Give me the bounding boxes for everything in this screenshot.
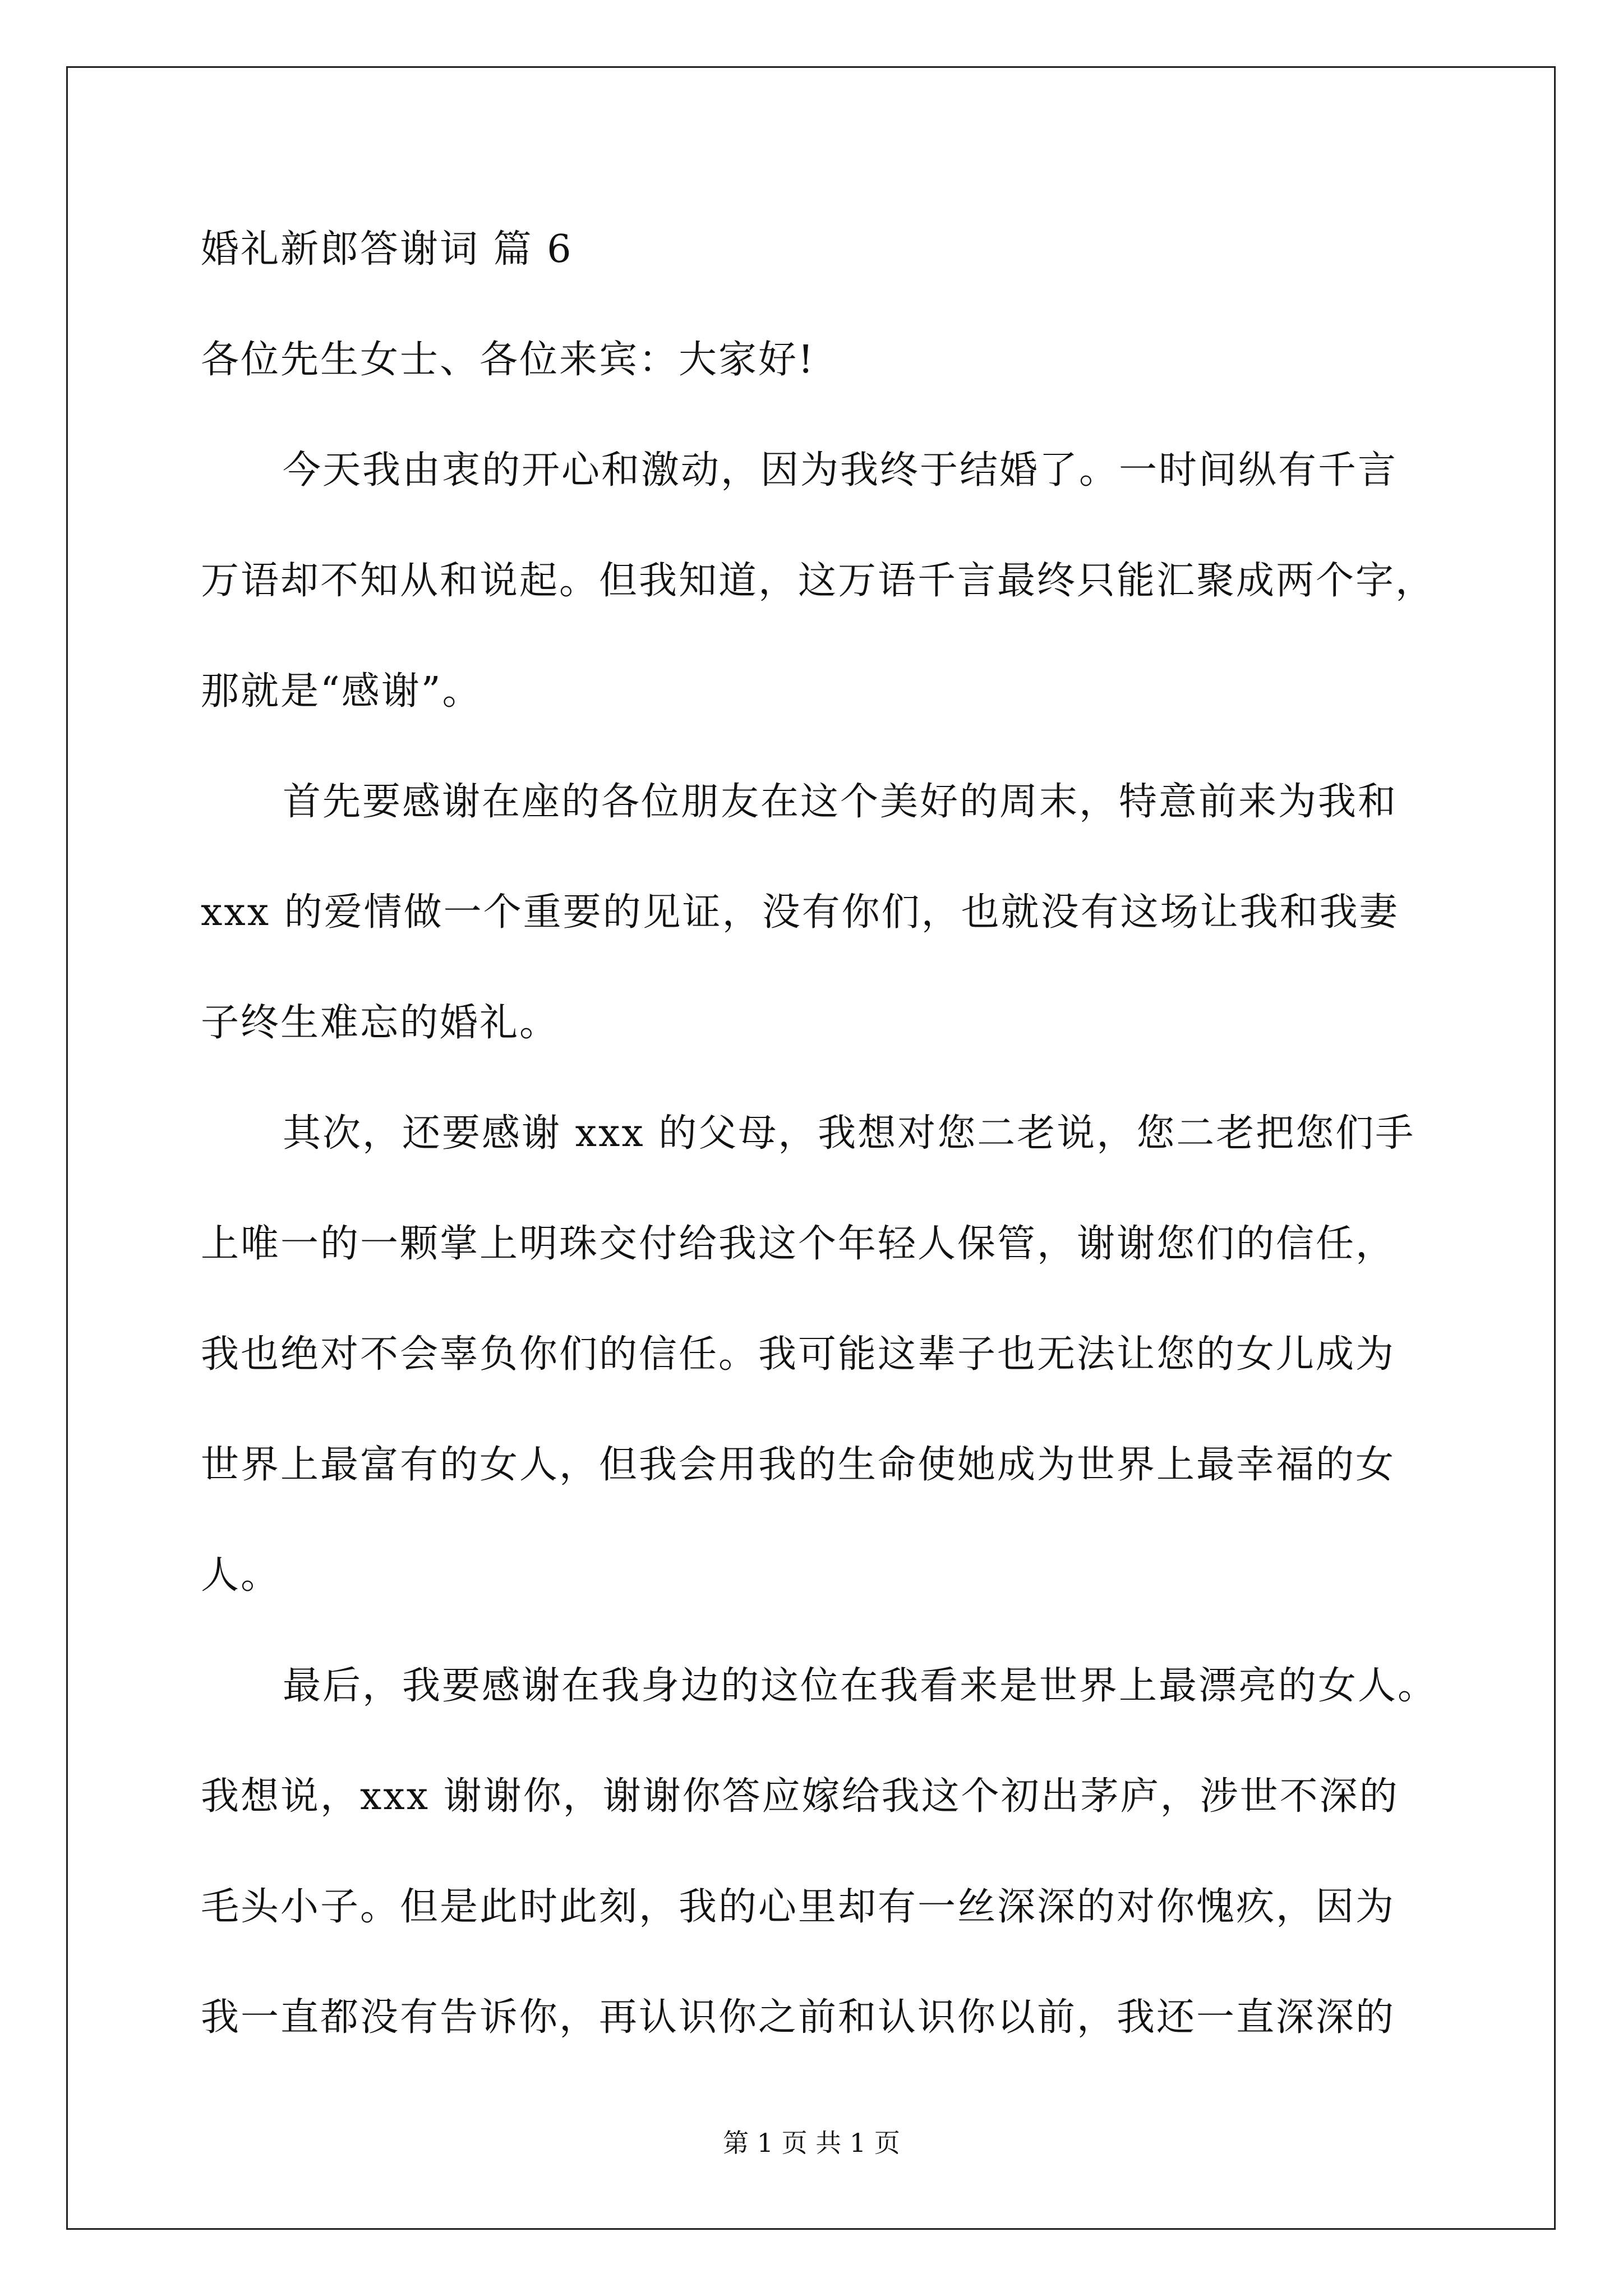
paragraph-1 — [201, 443, 1436, 720]
paragraph-2 — [201, 774, 1429, 1051]
paragraph-line: 人。 — [201, 1553, 281, 1598]
paragraph-line: 世界上最富有的女人，但我会用我的生命使她成为世界上最幸福的女 — [201, 1443, 1396, 1487]
paragraph-line: xxx 的爱情做一个重要的见证，没有你们，也就没有这场让我和我妻 — [201, 890, 1399, 935]
paragraph-line: 其次，还要感谢 xxx 的父母，我想对您二老说，您二老把您们手 — [283, 1111, 1415, 1156]
paragraph-line: 上唯一的一颗掌上明珠交付给我这个年轻人保管，谢谢您们的信任， — [201, 1222, 1396, 1266]
page-number-footer: 第 1 页 共 1 页 — [723, 2128, 900, 2158]
paragraph-line: 最后，我要感谢在我身边的这位在我看来是世界上最漂亮的女人。 — [283, 1664, 1438, 1708]
greeting-line: 各位先生女士、各位来宾：大家好! — [201, 338, 815, 382]
document-body — [201, 222, 1438, 2100]
document-title: 婚礼新郎答谢词 篇 6 — [201, 227, 573, 272]
paragraph-line: 首先要感谢在座的各位朋友在这个美好的周末，特意前来为我和 — [283, 780, 1398, 824]
paragraph-line: 我一直都没有告诉你，再认识你之前和认识你以前，我还一直深深的 — [201, 1995, 1396, 2040]
paragraph-line: 今天我由衷的开心和激动，因为我终于结婚了。一时间纵有千言 — [283, 448, 1398, 493]
paragraph-line: 子终生难忘的婚礼。 — [201, 1001, 560, 1045]
paragraph-line: 我想说，xxx 谢谢你，谢谢你答应嫁给我这个初出茅庐，涉世不深的 — [201, 1774, 1399, 1819]
paragraph-3 — [201, 1106, 1429, 1604]
paragraph-line: 万语却不知从和说起。但我知道，这万语千言最终只能汇聚成两个字， — [201, 559, 1436, 603]
paragraph-line: 那就是“感谢”。 — [201, 669, 482, 714]
paragraph-4 — [201, 1658, 1438, 2046]
paragraph-line: 毛头小子。但是此时此刻，我的心里却有一丝深深的对你愧疚，因为 — [201, 1885, 1396, 1929]
paragraph-line: 我也绝对不会辜负你们的信任。我可能这辈子也无法让您的女儿成为 — [201, 1332, 1396, 1377]
